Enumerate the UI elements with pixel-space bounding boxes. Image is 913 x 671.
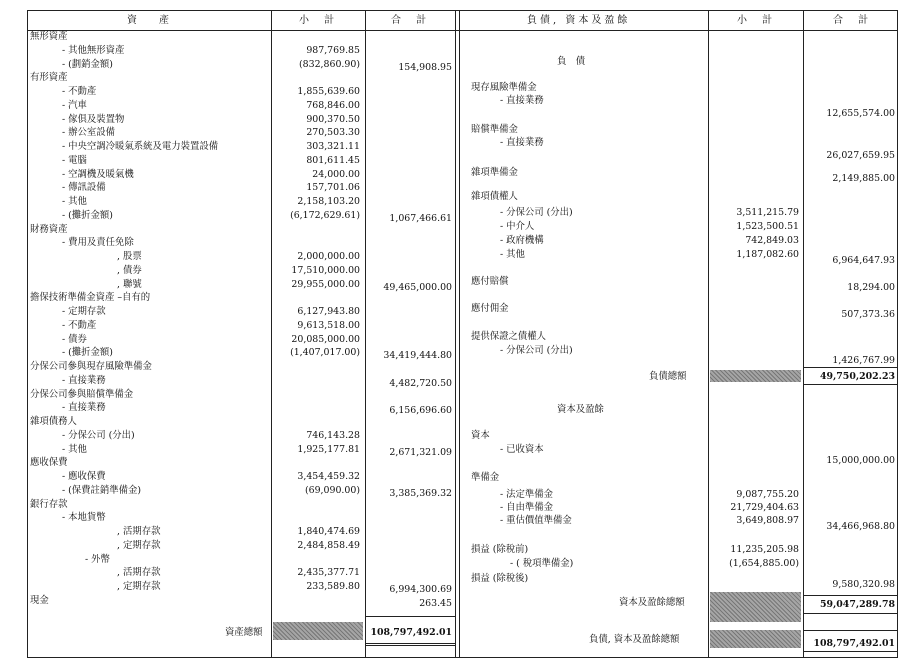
center-divider [455, 10, 456, 658]
asset-row-label: - 不動產 [62, 319, 97, 331]
asset-row-total: 3,385,369.32 [389, 487, 452, 499]
liability-row-label: 資本及盈餘 [557, 404, 604, 415]
asset-row-total: 1,067,466.61 [389, 212, 452, 224]
asset-row-subtotal: 233,589.80 [306, 581, 360, 592]
left-border [27, 10, 28, 658]
grand-total-label: 負債, 資本及盈餘總額 [589, 634, 680, 645]
asset-row-label: - 應收保費 [62, 471, 106, 482]
liability-row-label: - 中介人 [500, 221, 535, 232]
asset-row-label: - 直接業務 [62, 374, 106, 386]
eq-total-value: 59,047,289.78 [819, 599, 895, 610]
asset-row-subtotal: 17,510,000.00 [291, 264, 360, 276]
asset-row-label: 無形資產 [30, 31, 68, 42]
asset-row-label: , 債券 [117, 264, 142, 276]
asset-row-label: - 其他 [62, 196, 87, 207]
header-divider [27, 30, 898, 31]
asset-row-subtotal: 801,611.45 [306, 154, 360, 166]
liab-total-value: 49,750,202.23 [819, 371, 895, 382]
asset-row-label: - 本地貨幣 [62, 512, 106, 524]
asset-row-subtotal: 3,454,459.32 [297, 471, 360, 482]
liab-total-rule [803, 367, 897, 368]
asset-row-subtotal: (69,090.00) [304, 484, 360, 496]
asset-row-subtotal: 303,321.11 [306, 141, 360, 152]
liability-row-label: - 直接業務 [500, 137, 544, 148]
asset-row-subtotal: (832,860.90) [299, 58, 360, 70]
liability-row-subtotal: 1,523,500.51 [736, 221, 799, 232]
liability-row-label: 雜項債權人 [471, 191, 518, 202]
liability-row-label: - 分保公司 (分出) [500, 207, 573, 218]
asset-row-total: 154,908.95 [398, 61, 452, 73]
asset-row-label: , 股票 [117, 251, 142, 262]
liability-row-label: 損益 (除稅前) [471, 544, 529, 555]
liability-row-total: 2,149,885.00 [832, 173, 895, 184]
asset-row-label: - 辦公室設備 [62, 127, 116, 139]
liability-row-label: - 分保公司 (分出) [500, 345, 573, 356]
liability-row-label: 提供保證之債權人 [471, 331, 547, 342]
asset-row-total: 49,465,000.00 [383, 281, 452, 293]
asset-row-total: 6,156,696.60 [389, 405, 452, 417]
liability-row-label: 現存風險準備金 [471, 82, 537, 93]
asset-row-label: - 傳訊設備 [62, 182, 106, 194]
liability-row-label: 雜項準備金 [471, 167, 518, 178]
asset-row-subtotal: 768,846.00 [306, 99, 360, 111]
grand-total-rule [803, 630, 897, 631]
liability-row-label: 應付賠償 [471, 276, 509, 287]
liability-row-subtotal: 3,511,215.79 [736, 207, 799, 218]
header-total: 合 計 [391, 15, 433, 26]
asset-row-label: , 定期存款 [117, 539, 161, 551]
asset-row-subtotal: 9,613,518.00 [297, 319, 360, 331]
asset-row-subtotal: 1,855,639.60 [297, 86, 360, 97]
liability-row-label: - 重估價值準備金 [500, 515, 572, 526]
asset-row-total: 2,671,321.09 [389, 446, 452, 458]
liability-row-label: - 其他 [500, 249, 525, 260]
right-border [897, 10, 898, 658]
header-subtotal-right: 小 計 [737, 15, 779, 26]
asset-row-subtotal: 900,370.50 [306, 113, 360, 125]
asset-row-subtotal: 2,158,103.20 [297, 196, 360, 207]
liab-total-underline [803, 384, 897, 385]
liability-row-label: - 直接業務 [500, 95, 544, 106]
asset-row-label: - 不動產 [62, 86, 97, 97]
asset-row-subtotal: 157,701.06 [306, 182, 360, 194]
assets-total-double-rule-2 [365, 645, 455, 646]
liability-row-total: 12,655,574.00 [826, 108, 895, 119]
assets-total-rule [365, 616, 455, 617]
header-liab-equity: 負債, 資本及盈餘 [527, 15, 631, 26]
liability-row-label: - 自由準備金 [500, 502, 554, 513]
asset-row-label: - 定期存款 [62, 306, 106, 317]
eq-total-rule [803, 595, 897, 596]
asset-row-label: - 費用及責任免除 [62, 237, 134, 249]
asset-row-label: 分保公司參與賠償準備金 [30, 388, 134, 400]
asset-row-subtotal: 6,127,943.80 [297, 306, 360, 317]
asset-row-label: - 空調機及暖氣機 [62, 168, 134, 180]
liability-row-total: 9,580,320.98 [832, 579, 895, 590]
eq-total-underline [803, 613, 897, 614]
asset-row-label: 分保公司參與現存風險準備金 [30, 361, 152, 372]
liability-row-subtotal: 9,087,755.20 [736, 489, 799, 500]
asset-row-subtotal: 270,503.30 [306, 127, 360, 139]
liability-row-subtotal: 742,849.03 [745, 235, 799, 246]
asset-row-total: 34,419,444.80 [383, 350, 452, 362]
liability-row-total: 18,294.00 [847, 282, 895, 293]
grand-total-double-rule [803, 651, 897, 652]
asset-row-label: - (劃銷金額) [62, 58, 113, 70]
asset-row-subtotal: 1,840,474.69 [297, 526, 360, 537]
liability-row-label: 損益 (除稅後) [471, 573, 529, 584]
asset-row-label: - 傢俱及裝置物 [62, 113, 125, 125]
liability-row-label: - 政府機構 [500, 235, 544, 246]
liability-row-total: 26,027,659.95 [826, 150, 895, 161]
col-divider-2 [365, 10, 366, 658]
balance-sheet [27, 10, 898, 658]
asset-row-subtotal: 2,484,858.49 [297, 539, 360, 551]
liability-row-label: 應付佣金 [471, 303, 509, 314]
liability-row-total: 15,000,000.00 [826, 455, 895, 466]
asset-row-subtotal: (6,172,629.61) [290, 209, 360, 221]
asset-row-label: - 中央空調冷暖氣系統及電力裝置設備 [62, 141, 219, 152]
liab-total-label: 負債總額 [649, 371, 687, 382]
center-divider-2 [459, 10, 460, 658]
asset-row-label: , 活期存款 [117, 567, 161, 579]
asset-row-label: - (攤折金額) [62, 347, 113, 359]
asset-row-label: - 其他 [62, 443, 87, 455]
asset-row-total: 4,482,720.50 [389, 377, 452, 389]
liability-row-label: 負 債 [557, 56, 586, 67]
header-subtotal: 小 計 [299, 15, 341, 26]
header-assets: 資 產 [127, 15, 175, 26]
asset-row-label: 應收保費 [30, 457, 68, 469]
asset-row-label: 擔保技術準備金資產 –自有的 [30, 292, 151, 304]
liability-row-label: 賠償準備金 [471, 124, 518, 135]
liability-row-label: - 法定準備金 [500, 489, 554, 500]
asset-row-subtotal: 746,143.28 [306, 429, 360, 441]
asset-row-total: 6,994,300.69 [389, 584, 452, 595]
asset-row-label: , 定期存款 [117, 581, 161, 592]
asset-row-label: 雜項債務人 [30, 416, 77, 427]
asset-row-label: 財務資產 [30, 223, 68, 235]
liability-row-subtotal: 21,729,404.63 [730, 502, 799, 513]
asset-row-subtotal: (1,407,017.00) [290, 347, 360, 359]
top-border [27, 10, 898, 11]
asset-row-label: - 其他無形資產 [62, 44, 125, 56]
assets-total-label: 資產總額 [225, 627, 263, 638]
asset-row-label: 銀行存款 [30, 498, 68, 510]
asset-row-label: , 聯號 [117, 278, 142, 290]
liability-row-label: - 已收資本 [500, 444, 544, 455]
eq-total-label: 資本及盈餘總額 [619, 597, 685, 608]
asset-row-total: 263.45 [419, 597, 452, 609]
liability-row-subtotal: 11,235,205.98 [730, 544, 799, 555]
liability-row-total: 1,426,767.99 [832, 355, 895, 366]
liability-row-label: 資本 [471, 430, 490, 441]
bottom-border [27, 657, 898, 658]
asset-row-label: , 活期存款 [117, 526, 161, 537]
liability-row-total: 34,466,968.80 [826, 521, 895, 532]
asset-row-subtotal: 29,955,000.00 [291, 278, 360, 290]
asset-row-subtotal: 2,000,000.00 [297, 251, 360, 262]
liability-row-total: 6,964,647.93 [832, 255, 895, 266]
grand-total-value: 108,797,492.01 [813, 638, 895, 649]
liability-row-label: - ( 稅項準備金) [510, 558, 574, 569]
asset-row-label: - 直接業務 [62, 402, 106, 414]
asset-row-subtotal: 2,435,377.71 [297, 567, 360, 579]
liability-row-subtotal: (1,654,885.00) [729, 558, 799, 569]
asset-row-subtotal: 1,925,177.81 [297, 443, 360, 455]
asset-row-label: 有形資產 [30, 72, 68, 84]
asset-row-label: - 外幣 [85, 553, 110, 565]
assets-total-value: 108,797,492.01 [370, 627, 452, 638]
asset-row-label: - 汽車 [62, 99, 87, 111]
asset-row-subtotal: 24,000.00 [312, 168, 360, 180]
header-total-right: 合 計 [833, 15, 875, 26]
liability-row-label: 準備金 [471, 472, 500, 483]
asset-row-label: - 電腦 [62, 154, 87, 166]
asset-row-label: - (攤折金額) [62, 209, 113, 221]
liability-row-subtotal: 3,649,808.97 [736, 515, 799, 526]
asset-row-label: - 分保公司 (分出) [62, 429, 135, 441]
asset-row-subtotal: 987,769.85 [306, 44, 360, 56]
asset-row-label: 現金 [30, 594, 49, 606]
asset-row-subtotal: 20,085,000.00 [291, 333, 360, 345]
assets-total-double-rule [365, 643, 455, 644]
liability-row-subtotal: 1,187,082.60 [736, 249, 799, 260]
liability-row-total: 507,373.36 [841, 309, 895, 320]
asset-row-label: - (保費註銷準備金) [62, 484, 142, 496]
asset-row-label: - 債券 [62, 333, 87, 345]
